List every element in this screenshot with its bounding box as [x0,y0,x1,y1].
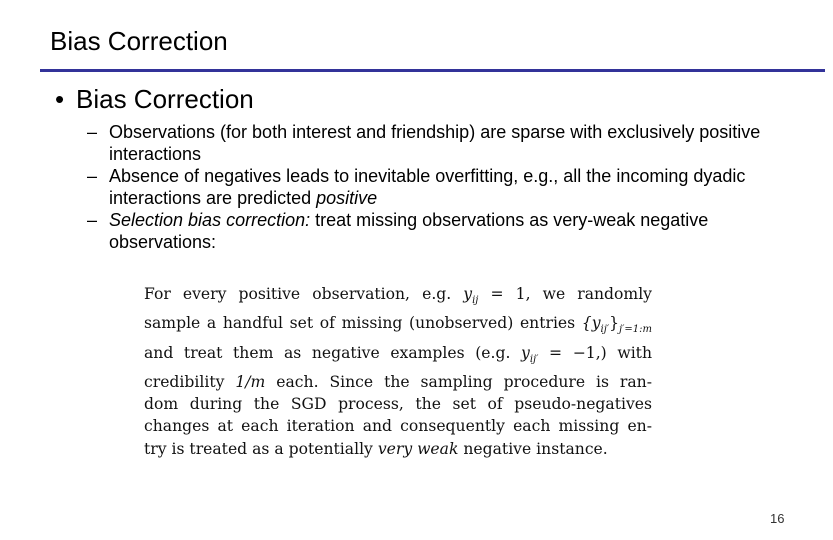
excerpt-text: For every positive observation, e.g. [144,285,464,303]
emphasis-positive: positive [316,188,378,208]
excerpt-text: negative instance. [458,439,608,458]
excerpt-text: try is treated as a potentially [144,439,378,458]
excerpt-text: credibility [144,372,236,391]
math-eq: = −1, [538,343,601,362]
math-var: 1/m [235,372,266,391]
dash-marker: – [87,122,98,142]
sub-bullet-selection-bias [87,209,787,253]
sub-bullet-observations [87,121,787,165]
excerpt-text: , we randomly [525,285,652,303]
excerpt-text: and treat them as negative examples (e.g. [144,343,522,362]
page-number: 16 [770,511,785,526]
excerpt-line: dom during the SGD process, the set of pseudo-negatives [144,395,652,414]
math-subscript: ij [472,295,479,307]
sub-bullet-negatives [87,165,787,209]
paper-excerpt [144,283,652,460]
emphasis-very-weak: very weak [377,439,459,458]
excerpt-text: sample a handful set of missing (unobserved) entries [144,314,582,333]
bullet-marker: • [55,84,65,114]
math-var: {y [581,314,601,333]
sub-bullet-list [87,121,787,253]
excerpt-line [144,371,652,393]
math-subscript: ij′ [529,353,539,365]
excerpt-line [144,312,652,341]
math-brace: } [609,314,620,333]
dash-marker: – [87,210,98,230]
main-bullet-text: Bias Correction [76,84,254,114]
excerpt-line [144,283,652,312]
math-subscript: j′=1:m [619,324,652,336]
title-divider [40,69,825,72]
sub-bullet-text: Observations (for both interest and friendship) are sparse with exclusively positive interactions [109,122,761,164]
excerpt-text: ) with [600,343,652,362]
excerpt-text: each. Since the sampling procedure is ran- [265,372,652,391]
sub-bullet-text: Absence of negatives leads to inevitable overfitting, e.g., all the incoming dyadic interactions are predicted [109,166,746,208]
excerpt-line [144,342,652,371]
math-eq: = 1 [478,285,526,303]
sub-bullet-text: treat missing observations as very-weak negative observations: [109,210,709,252]
emphasis-selection-bias: Selection bias correction: [109,210,311,230]
excerpt-line [144,438,652,460]
math-subscript: ij′ [600,324,610,336]
math-var: y [463,285,473,303]
math-var: y [521,343,530,362]
main-bullet [55,84,254,114]
dash-marker: – [87,166,98,186]
slide-title: Bias Correction [50,26,228,56]
excerpt-line: changes at each iteration and consequently each missing en- [144,417,652,436]
